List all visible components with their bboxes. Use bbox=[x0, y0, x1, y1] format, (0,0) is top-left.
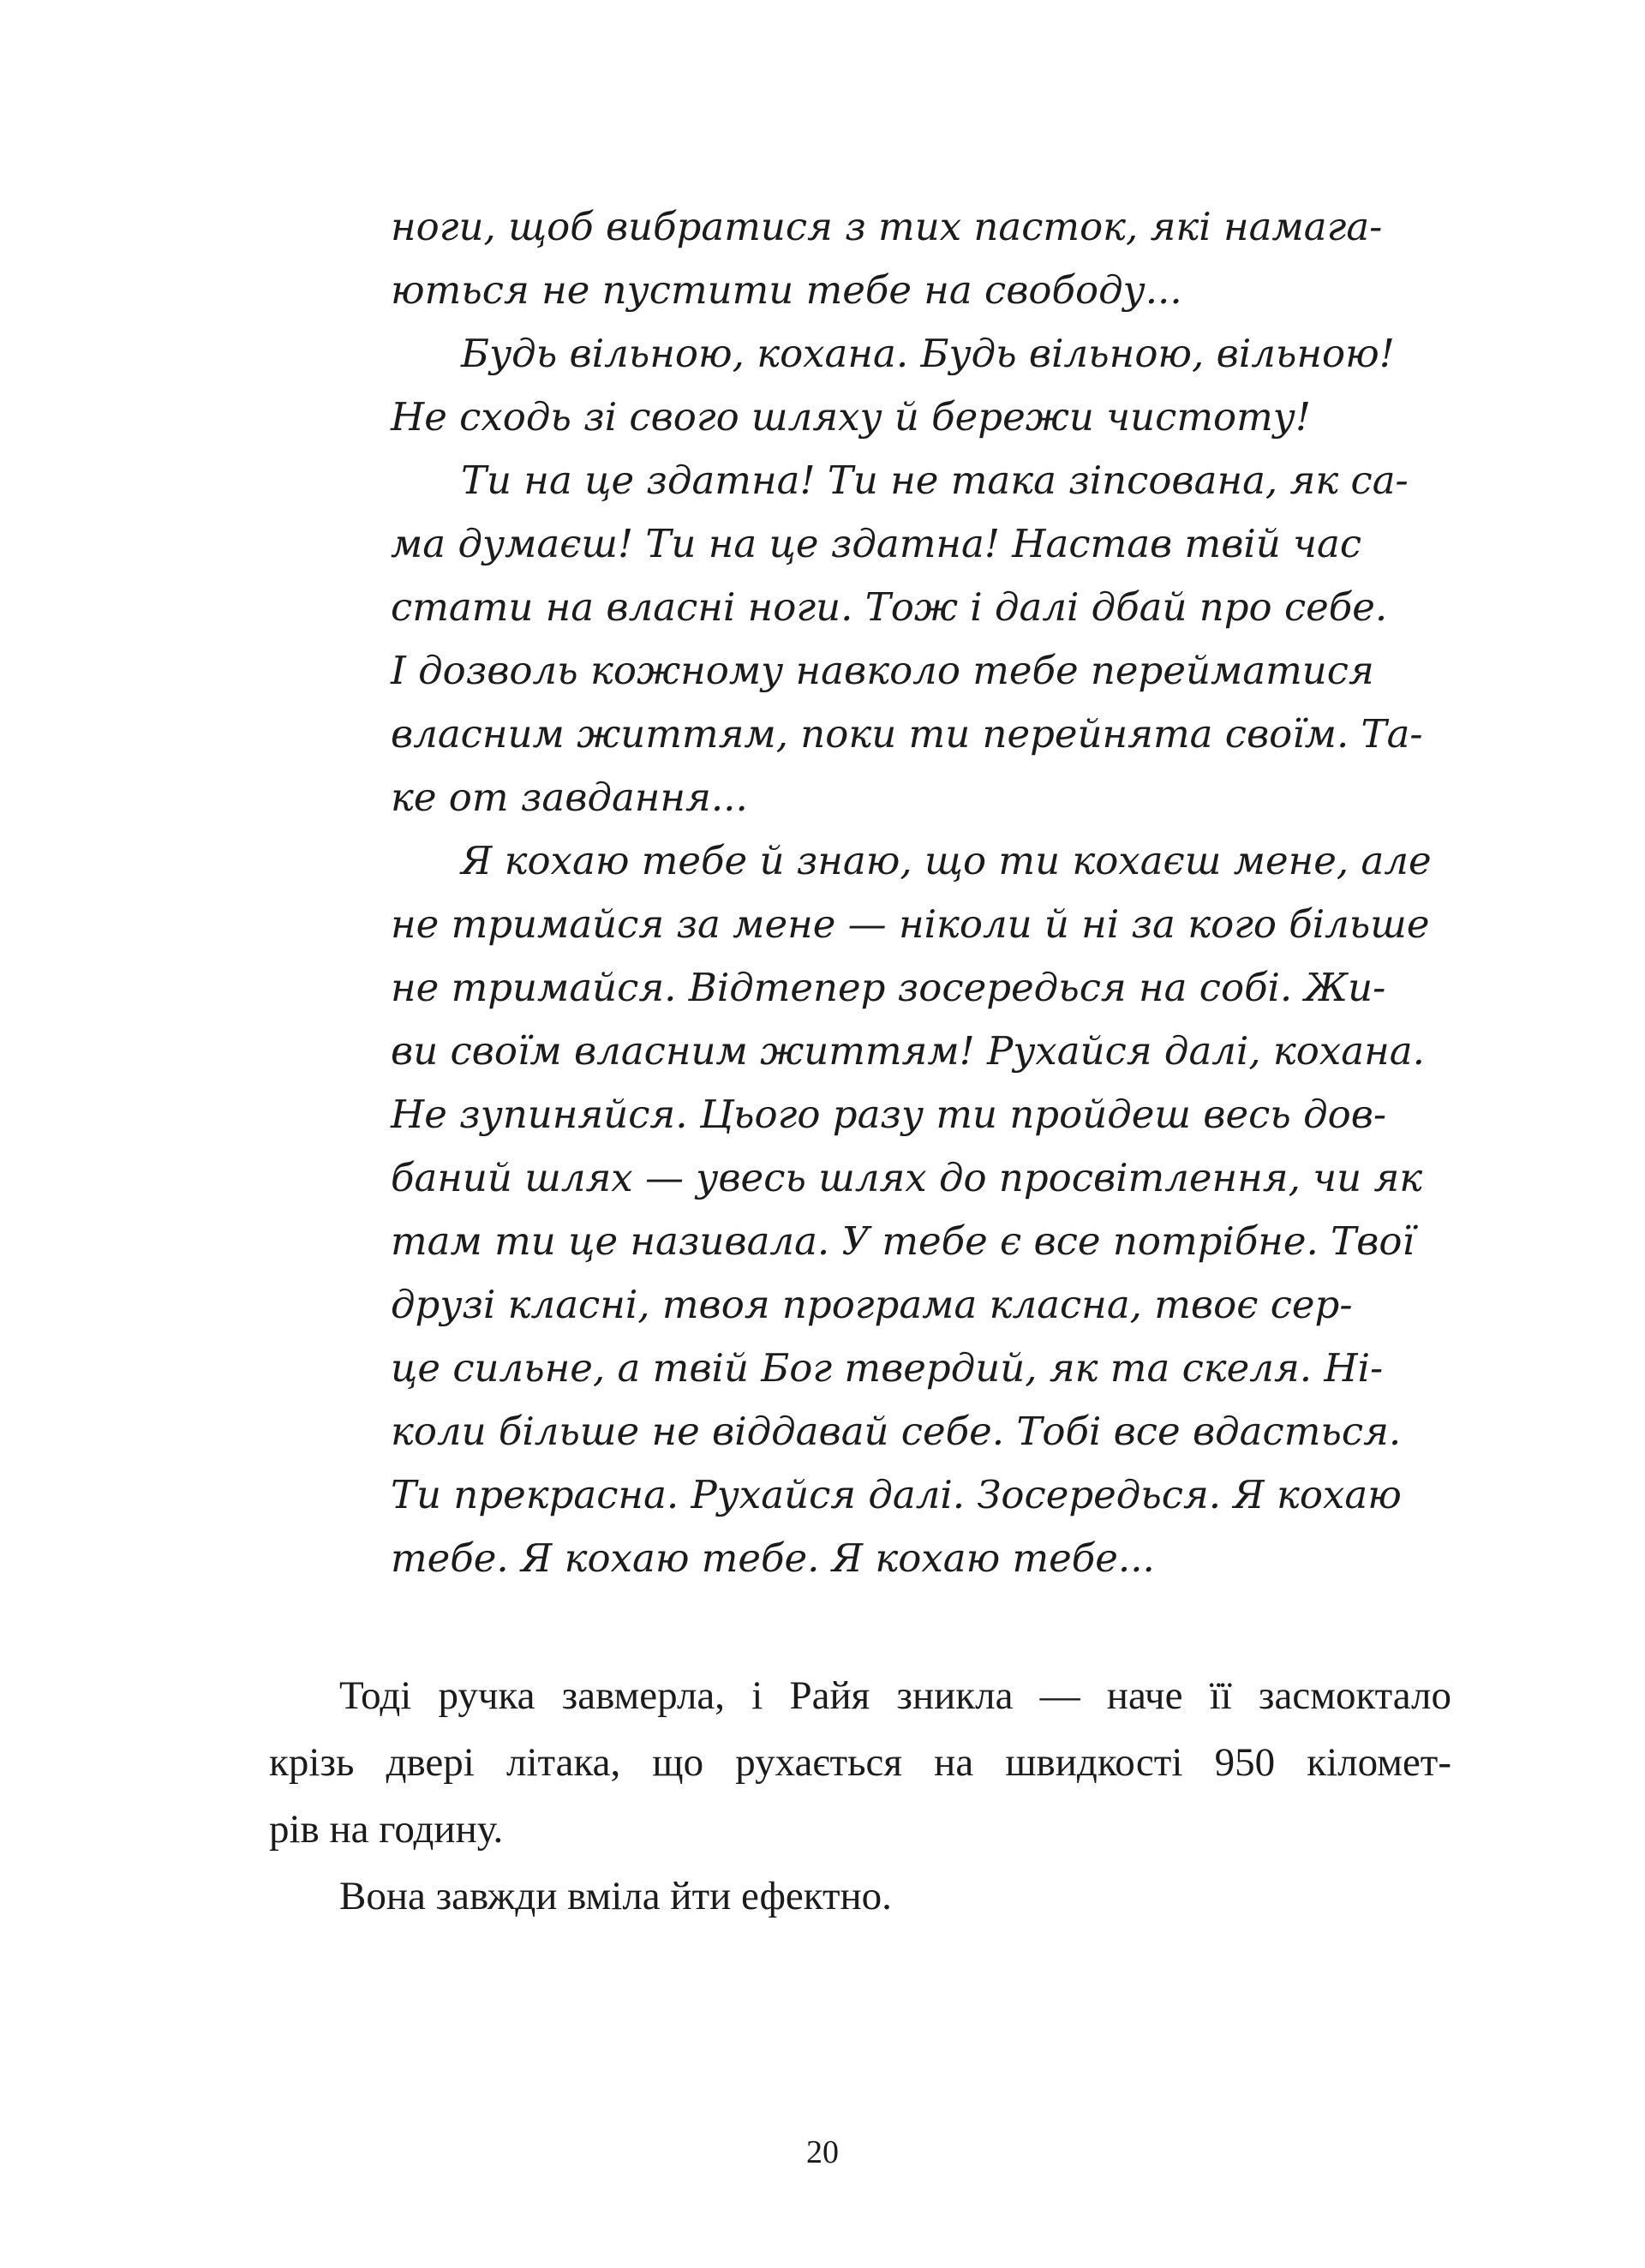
letter-line: баний шлях — увесь шлях до просвітлення, чи як bbox=[391, 1155, 1423, 1200]
letter-line: Ти на це здатна! Ти не така зіпсована, як са- bbox=[461, 458, 1409, 503]
letter-line: І дозволь кожному навколо тебе перейматися bbox=[391, 648, 1374, 693]
letter-line: друзі класні, твоя програма класна, твоє сер- bbox=[391, 1282, 1353, 1327]
letter-line: ке от завдання... bbox=[391, 775, 748, 820]
letter-line: Не сходь зі свого шляху й бережи чистоту! bbox=[391, 394, 1311, 440]
letter-line: власним життям, поки ти перейнята своїм. Та- bbox=[391, 711, 1423, 757]
letter-line: ються не пустити тебе на свободу... bbox=[391, 267, 1182, 313]
letter-text bbox=[391, 195, 1432, 1590]
narrative-text bbox=[269, 1662, 1451, 1930]
letter-line: Я кохаю тебе й знаю, що ти кохаєш мене, але bbox=[461, 838, 1432, 883]
letter-line: не тримайся за мене — ніколи й ні за кого більше bbox=[391, 901, 1430, 947]
letter-line: Будь вільною, кохана. Будь вільною, вільною! bbox=[461, 331, 1395, 376]
letter-line: ви своїм власним життям! Рухайся далі, кохана. bbox=[391, 1028, 1425, 1074]
narrative-line: рів на годину. bbox=[269, 1807, 504, 1852]
narrative-line: Тоді ручка завмерла, і Райя зникла — наче її засмоктало bbox=[339, 1673, 1451, 1718]
letter-line: не тримайся. Відтепер зосередься на собі. Жи- bbox=[391, 965, 1386, 1010]
letter-line: Не зупиняйся. Цього разу ти пройдеш весь дов- bbox=[391, 1092, 1387, 1137]
letter-line: ма думаєш! Ти на це здатна! Настав твій час bbox=[391, 521, 1362, 566]
letter-line: ноги, щоб вибратися з тих пасток, які намага- bbox=[391, 204, 1383, 249]
narrative-line: крізь двері літака, що рухається на швидкості 950 кіломет- bbox=[269, 1740, 1451, 1785]
narrative-line: Вона завжди вміла йти ефектно. bbox=[339, 1874, 892, 1918]
letter-line: там ти це називала. У тебе є все потрібне. Твої bbox=[391, 1218, 1415, 1264]
letter-line: коли більше не віддавай себе. Тобі все вдасться. bbox=[391, 1409, 1402, 1454]
letter-line: це сильне, а твій Бог твердий, як та скеля. Ні- bbox=[391, 1345, 1384, 1391]
page-number: 20 bbox=[806, 2134, 839, 2170]
letter-line: Ти прекрасна. Рухайся далі. Зосередься. Я кохаю bbox=[391, 1472, 1402, 1517]
letter-line: стати на власні ноги. Тож і далі дбай про себе. bbox=[391, 584, 1388, 630]
letter-line: тебе. Я кохаю тебе. Я кохаю тебе... bbox=[391, 1535, 1155, 1581]
